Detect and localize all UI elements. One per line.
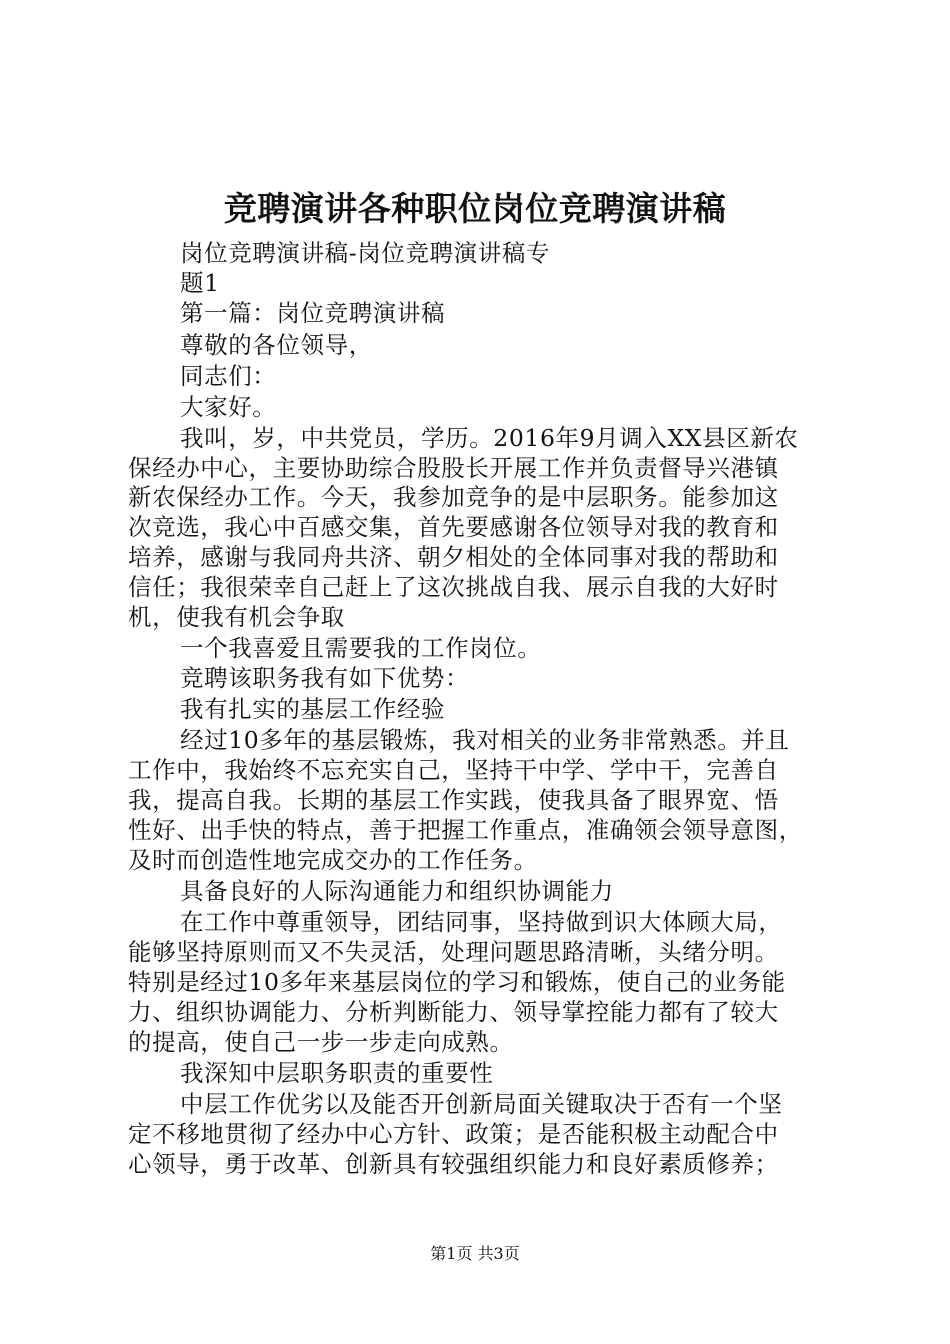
text-line: 性好、出手快的特点，善于把握工作重点，准确领会领导意图， xyxy=(128,816,803,844)
text-line: 信任；我很荣幸自己赶上了这次挑战自我、展示自我的大好时 xyxy=(128,573,779,601)
text-line: 心领导，勇于改革、创新具有较强组织能力和良好素质修养； xyxy=(128,1150,779,1178)
text-line: 第一篇：岗位竞聘演讲稿 xyxy=(180,299,446,327)
text-line: 的提高，使自己一步一步走向成熟。 xyxy=(128,1028,514,1056)
text-line: 题1 xyxy=(180,269,220,297)
text-line: 次竞选，我心中百感交集，首先要感谢各位领导对我的教育和 xyxy=(128,513,779,541)
text-line: 能够坚持原则而又不失灵活，处理问题思路清晰，头绪分明。 xyxy=(128,938,779,966)
text-line: 力、组织协调能力、分析判断能力、领导掌控能力都有了较大 xyxy=(128,998,779,1026)
text-line: 尊敬的各位领导， xyxy=(180,331,373,359)
text-line: 培养，感谢与我同舟共济、朝夕相处的全体同事对我的帮助和 xyxy=(128,543,779,571)
text-line: 我，提高自我。长期的基层工作实践，使我具备了眼界宽、悟 xyxy=(128,786,779,814)
text-line: 工作中，我始终不忘充实自己，坚持干中学、学中干，完善自 xyxy=(128,756,779,784)
text-line: 具备良好的人际沟通能力和组织协调能力 xyxy=(180,877,614,905)
text-line: 保经办中心，主要协助综合股股长开展工作并负责督导兴港镇 xyxy=(128,454,779,482)
text-line: 经过10多年的基层锻炼，我对相关的业务非常熟悉。并且 xyxy=(180,726,790,754)
text-line: 在工作中尊重领导，团结同事，坚持做到识大体顾大局， xyxy=(180,908,783,936)
text-line: 机，使我有机会争取 xyxy=(128,603,345,631)
text-line: 竞聘该职务我有如下优势： xyxy=(180,664,470,692)
document-title: 竞聘演讲各种职位岗位竞聘演讲稿 xyxy=(223,189,727,228)
text-line: 中层工作优劣以及能否开创新局面关键取决于否有一个坚 xyxy=(180,1090,783,1118)
text-line: 定不移地贯彻了经办中心方针、政策；是否能积极主动配合中 xyxy=(128,1120,779,1148)
text-line: 大家好。 xyxy=(180,393,277,421)
text-line: 新农保经办工作。今天，我参加竞争的是中层职务。能参加这 xyxy=(128,483,779,511)
text-line: 岗位竞聘演讲稿-岗位竞聘演讲稿专 xyxy=(180,239,551,267)
text-line: 特别是经过10多年来基层岗位的学习和锻炼，使自己的业务能 xyxy=(128,968,786,996)
text-line: 我深知中层职务职责的重要性 xyxy=(180,1059,494,1087)
text-line: 一个我喜爱且需要我的工作岗位。 xyxy=(180,634,542,662)
text-line: 我有扎实的基层工作经验 xyxy=(180,695,446,723)
page-footer: 第1页 共3页 xyxy=(430,1244,520,1263)
text-line: 同志们： xyxy=(180,362,277,390)
text-line: 及时而创造性地完成交办的工作任务。 xyxy=(128,846,538,874)
text-line: 我叫，岁，中共党员，学历。2016年9月调入XX县区新农 xyxy=(180,424,799,452)
